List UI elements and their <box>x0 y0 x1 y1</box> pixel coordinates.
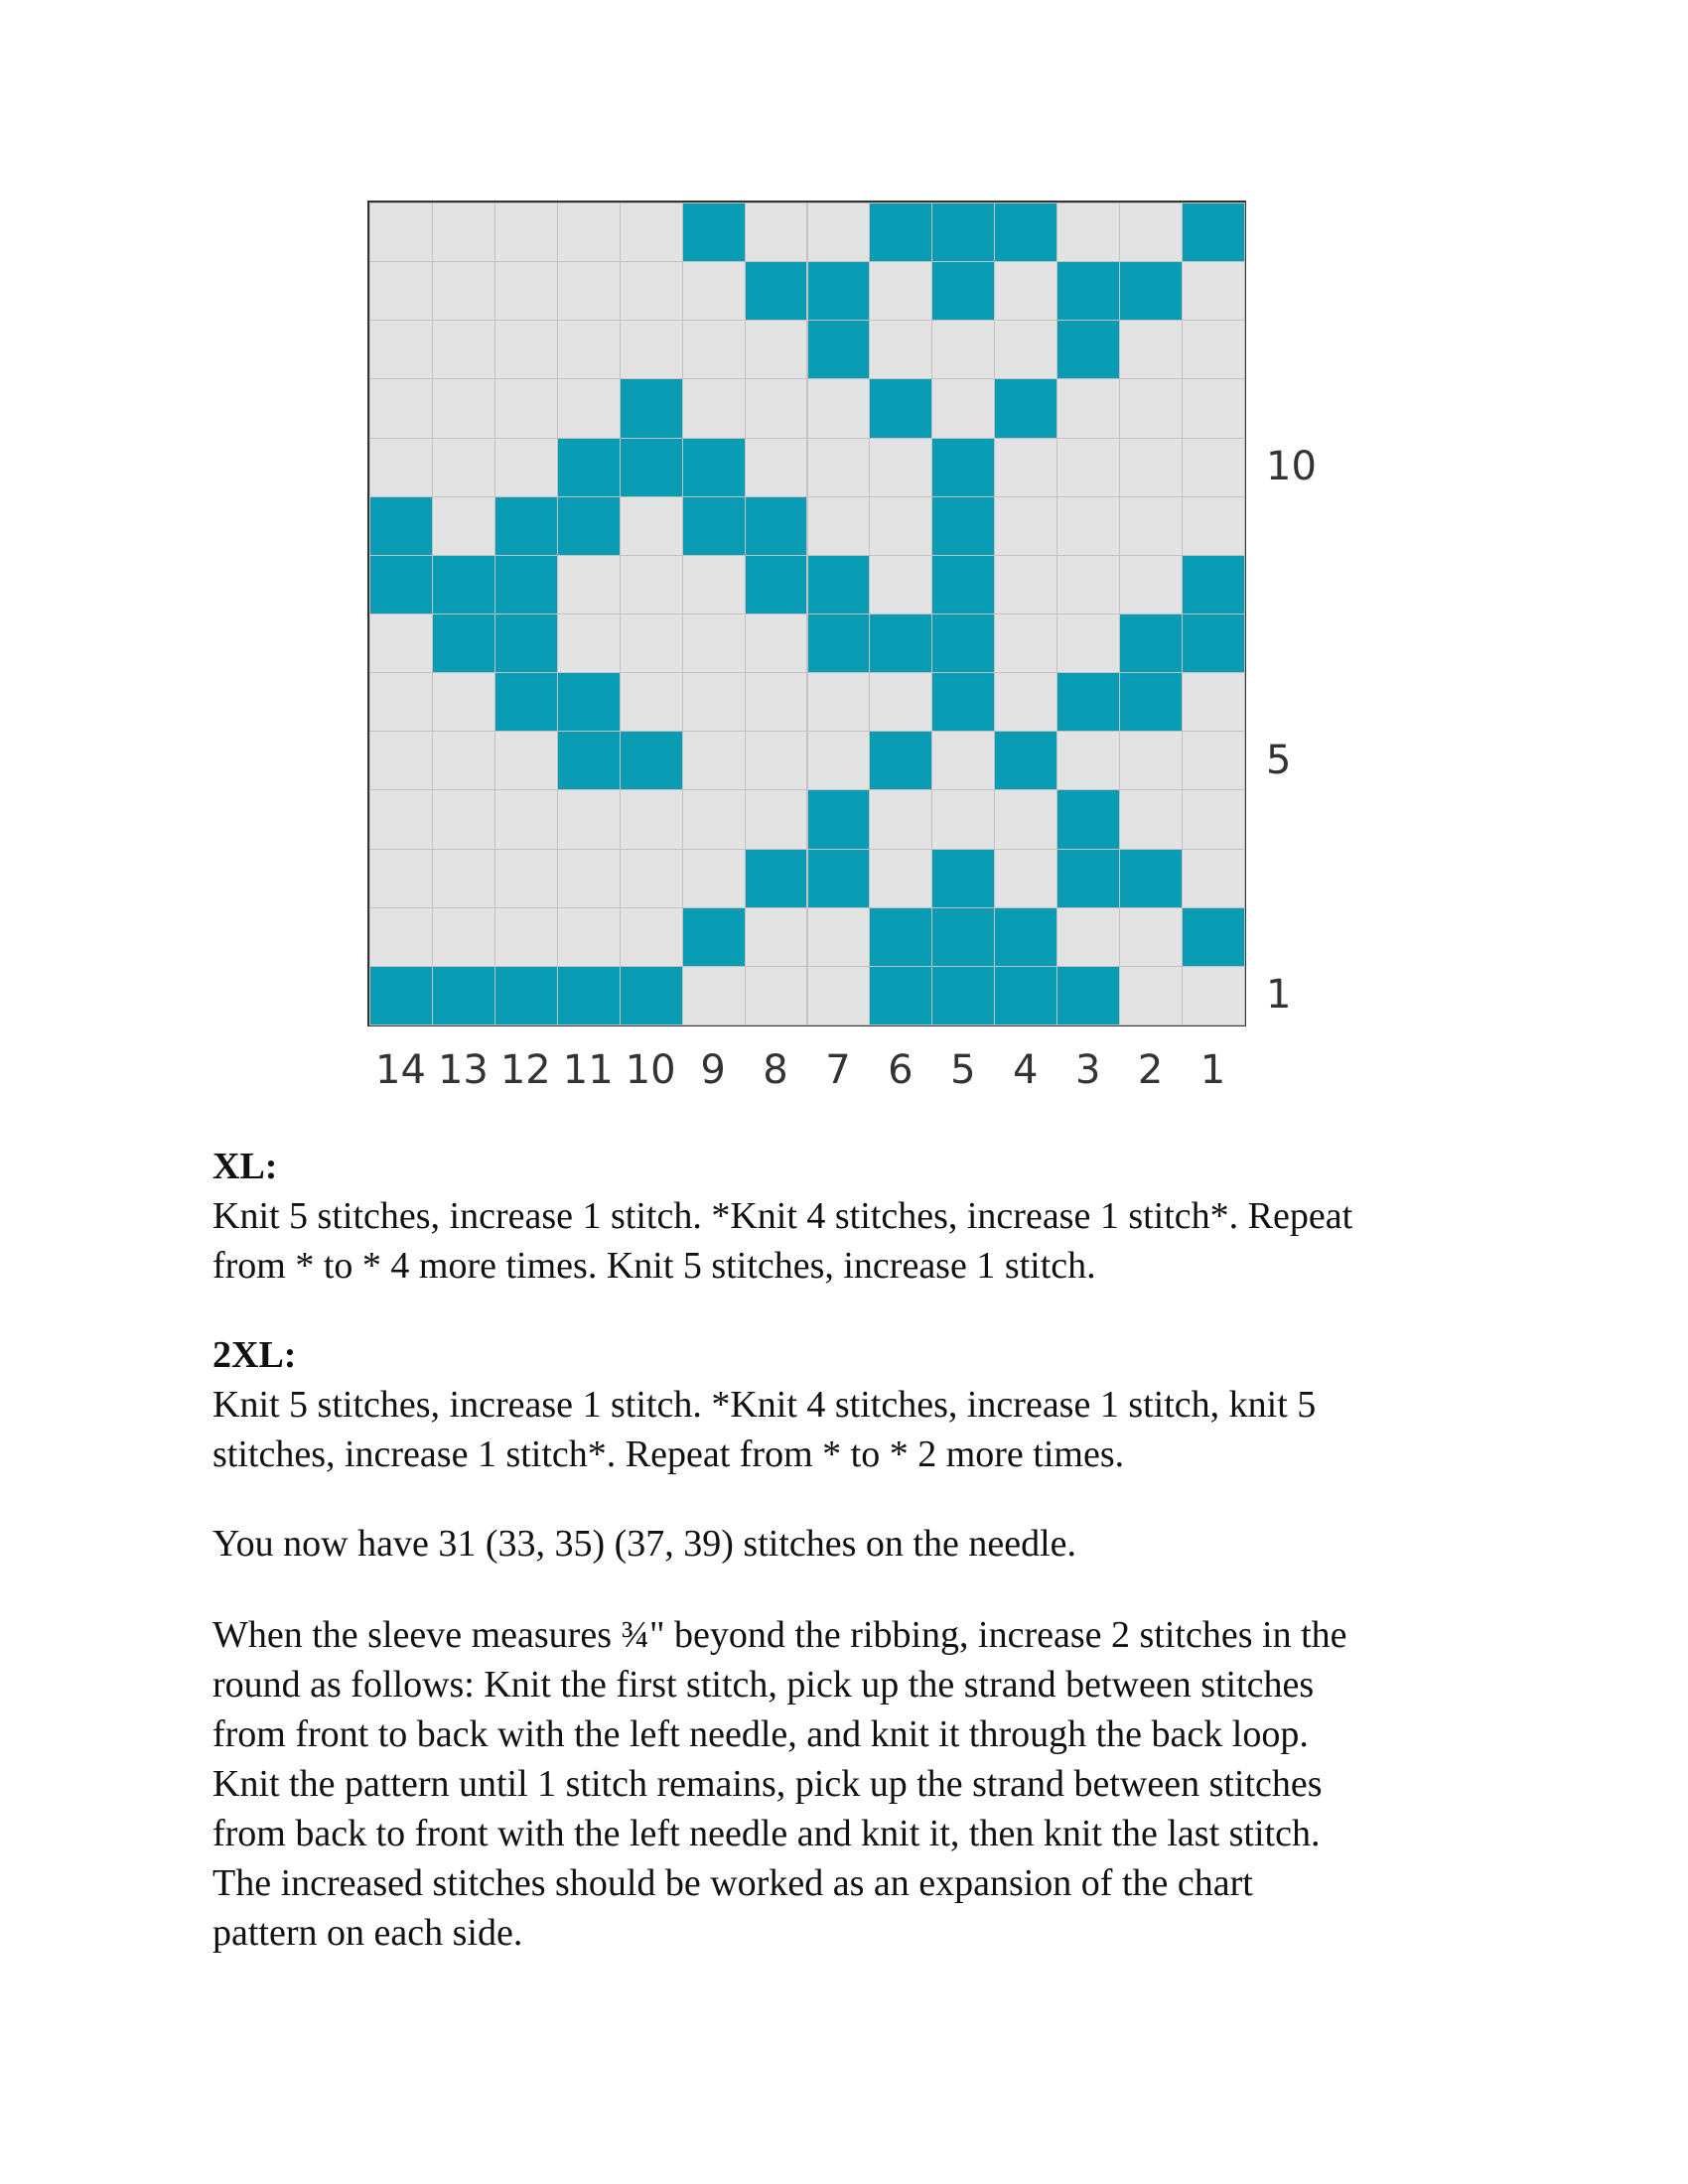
column-label: 5 <box>950 1047 976 1093</box>
chart-cell-filled <box>745 849 808 908</box>
chart-cell-empty <box>931 378 995 438</box>
chart-cell-filled <box>557 966 621 1025</box>
chart-cell-filled <box>1119 261 1183 321</box>
chart-cell-filled <box>369 966 433 1025</box>
chart-cell-empty <box>1056 203 1120 262</box>
chart-cell-empty <box>745 789 808 849</box>
chart-cell-empty <box>494 789 558 849</box>
chart-cell-empty <box>620 614 683 673</box>
chart-cell-filled <box>994 378 1057 438</box>
chart-cell-empty <box>1119 203 1183 262</box>
chart-cell-empty <box>432 672 495 732</box>
chart-cell-empty <box>620 555 683 614</box>
chart-cell-empty <box>994 849 1057 908</box>
chart-cell-filled <box>1056 261 1120 321</box>
row-label: 1 <box>1266 972 1292 1019</box>
chart-cell-empty <box>557 261 621 321</box>
section-line: Knit 5 stitches, increase 1 stitch. *Knit 4 stitches, increase 1 stitch, knit 5 <box>212 1384 1317 1426</box>
chart-cell-empty <box>1119 320 1183 379</box>
chart-cell-empty <box>994 261 1057 321</box>
chart-cell-empty <box>557 555 621 614</box>
column-label: 11 <box>562 1047 614 1093</box>
chart-cell-empty <box>494 849 558 908</box>
section-line: from * to * 4 more times. Knit 5 stitches, increase 1 stitch. <box>212 1245 1096 1287</box>
chart-cell-empty <box>1056 496 1120 556</box>
chart-cell-filled <box>994 203 1057 262</box>
column-label: 14 <box>375 1047 426 1093</box>
chart-cell-empty <box>807 203 871 262</box>
chart-cell-empty <box>369 203 433 262</box>
chart-cell-filled <box>494 496 558 556</box>
chart-cell-empty <box>682 966 746 1025</box>
chart-cell-empty <box>620 203 683 262</box>
chart-cell-filled <box>869 614 932 673</box>
column-label: 12 <box>499 1047 551 1093</box>
chart-cell-filled <box>620 378 683 438</box>
column-label: 8 <box>763 1047 788 1093</box>
chart-cell-filled <box>682 907 746 967</box>
chart-cell-empty <box>557 849 621 908</box>
chart-cell-filled <box>931 907 995 967</box>
column-label: 9 <box>700 1047 726 1093</box>
paragraph-line: Knit the pattern until 1 stitch remains, pick up the strand between stitches <box>212 1763 1323 1805</box>
column-label: 7 <box>825 1047 851 1093</box>
chart-cell-empty <box>557 320 621 379</box>
chart-cell-empty <box>869 496 932 556</box>
chart-cell-empty <box>807 378 871 438</box>
chart-cell-empty <box>494 261 558 321</box>
chart-cell-empty <box>682 789 746 849</box>
chart-cell-empty <box>807 438 871 497</box>
chart-cell-filled <box>1182 907 1245 967</box>
chart-cell-empty <box>994 496 1057 556</box>
chart-cell-empty <box>432 789 495 849</box>
column-label: 1 <box>1199 1047 1226 1093</box>
chart-cell-empty <box>620 907 683 967</box>
paragraph-text: You now have 31 (33, 35) (37, 39) stitches on the needle. <box>212 1523 1076 1565</box>
chart-cell-empty <box>432 496 495 556</box>
section-line: Knit 5 stitches, increase 1 stitch. *Knit 4 stitches, increase 1 stitch*. Repeat <box>212 1195 1353 1237</box>
chart-grid <box>367 201 1246 1026</box>
chart-cell-filled <box>557 496 621 556</box>
chart-cell-empty <box>369 261 433 321</box>
chart-cell-empty <box>745 614 808 673</box>
chart-cell-empty <box>745 320 808 379</box>
chart-cell-empty <box>1056 378 1120 438</box>
chart-cell-filled <box>869 203 932 262</box>
chart-cell-empty <box>994 789 1057 849</box>
chart-cell-empty <box>369 731 433 790</box>
chart-cell-filled <box>869 378 932 438</box>
chart-cell-empty <box>745 966 808 1025</box>
chart-cell-filled <box>1119 614 1183 673</box>
chart-cell-empty <box>745 731 808 790</box>
paragraph-line: The increased stitches should be worked as an expansion of the chart <box>212 1862 1253 1904</box>
chart-cell-filled <box>557 438 621 497</box>
chart-cell-empty <box>1056 614 1120 673</box>
chart-cell-filled <box>494 966 558 1025</box>
row-label: 5 <box>1266 737 1292 783</box>
chart-cell-empty <box>1119 496 1183 556</box>
chart-cell-empty <box>432 378 495 438</box>
chart-cell-empty <box>1119 555 1183 614</box>
chart-cell-filled <box>620 438 683 497</box>
chart-cell-empty <box>682 614 746 673</box>
stitch-count-paragraph <box>212 1519 1493 1569</box>
chart-cell-filled <box>994 966 1057 1025</box>
chart-cell-empty <box>369 849 433 908</box>
chart-cell-empty <box>494 731 558 790</box>
chart-cell-empty <box>494 320 558 379</box>
chart-cell-filled <box>1119 849 1183 908</box>
chart-cell-filled <box>682 438 746 497</box>
chart-cell-filled <box>557 731 621 790</box>
chart-cell-empty <box>1182 438 1245 497</box>
chart-cell-filled <box>1182 614 1245 673</box>
chart-cell-filled <box>1056 672 1120 732</box>
chart-cell-filled <box>1182 555 1245 614</box>
chart-cell-empty <box>557 789 621 849</box>
chart-cell-empty <box>1182 672 1245 732</box>
chart-cell-filled <box>807 555 871 614</box>
chart-cell-filled <box>931 496 995 556</box>
chart-cell-empty <box>682 672 746 732</box>
chart-cell-filled <box>494 555 558 614</box>
chart-cell-empty <box>994 672 1057 732</box>
chart-cell-filled <box>682 203 746 262</box>
chart-cell-empty <box>931 789 995 849</box>
chart-cell-empty <box>1182 496 1245 556</box>
chart-cell-empty <box>1119 966 1183 1025</box>
chart-cell-empty <box>1182 378 1245 438</box>
chart-cell-filled <box>745 261 808 321</box>
chart-cell-empty <box>1182 849 1245 908</box>
chart-cell-filled <box>869 731 932 790</box>
chart-cell-filled <box>807 320 871 379</box>
chart-cell-empty <box>994 614 1057 673</box>
column-label: 2 <box>1137 1047 1164 1093</box>
chart-cell-filled <box>1056 966 1120 1025</box>
chart-cell-empty <box>994 320 1057 379</box>
section-line: stitches, increase 1 stitch*. Repeat from * to * 2 more times. <box>212 1433 1125 1475</box>
chart-cell-empty <box>869 261 932 321</box>
chart-cell-empty <box>620 320 683 379</box>
chart-cell-empty <box>620 672 683 732</box>
chart-cell-filled <box>557 672 621 732</box>
chart-cell-empty <box>1056 438 1120 497</box>
chart-cell-empty <box>869 672 932 732</box>
chart-cell-empty <box>1182 966 1245 1025</box>
chart-cell-empty <box>869 849 932 908</box>
chart-cell-empty <box>1056 555 1120 614</box>
chart-cell-empty <box>557 378 621 438</box>
chart-cell-empty <box>745 907 808 967</box>
chart-cell-empty <box>369 789 433 849</box>
chart-cell-empty <box>807 907 871 967</box>
chart-cell-filled <box>432 555 495 614</box>
chart-cell-empty <box>1119 907 1183 967</box>
chart-cell-filled <box>682 496 746 556</box>
chart-cell-filled <box>994 731 1057 790</box>
chart-cell-empty <box>557 614 621 673</box>
chart-cell-filled <box>807 789 871 849</box>
chart-cell-empty <box>807 496 871 556</box>
chart-cell-empty <box>682 555 746 614</box>
section-heading-xl: XL: <box>212 1146 278 1187</box>
chart-cell-filled <box>432 966 495 1025</box>
chart-cell-filled <box>1182 203 1245 262</box>
chart-cell-empty <box>994 438 1057 497</box>
paragraph-line: round as follows: Knit the first stitch, pick up the strand between stitches <box>212 1664 1315 1706</box>
chart-cell-empty <box>869 320 932 379</box>
chart-cell-empty <box>369 320 433 379</box>
chart-cell-empty <box>620 261 683 321</box>
chart-cell-empty <box>432 320 495 379</box>
paragraph-line: from back to front with the left needle and knit it, then knit the last stitch. <box>212 1813 1321 1854</box>
chart-cell-empty <box>1182 789 1245 849</box>
chart-cell-empty <box>682 320 746 379</box>
column-label: 10 <box>625 1047 676 1093</box>
chart-cell-empty <box>931 731 995 790</box>
chart-cell-empty <box>432 261 495 321</box>
chart-cell-empty <box>494 907 558 967</box>
chart-cell-filled <box>369 555 433 614</box>
chart-cell-empty <box>931 320 995 379</box>
column-label: 3 <box>1074 1047 1101 1093</box>
chart-cell-filled <box>931 203 995 262</box>
chart-cell-filled <box>807 261 871 321</box>
chart-cell-filled <box>494 614 558 673</box>
chart-cell-empty <box>994 555 1057 614</box>
column-label: 4 <box>1013 1047 1039 1093</box>
chart-cell-empty <box>1182 261 1245 321</box>
chart-cell-empty <box>869 555 932 614</box>
knitting-chart <box>367 201 1317 1093</box>
chart-cell-filled <box>432 614 495 673</box>
chart-cell-empty <box>869 438 932 497</box>
section-heading-2xl: 2XL: <box>212 1334 297 1376</box>
chart-cell-empty <box>369 672 433 732</box>
chart-cell-empty <box>1182 320 1245 379</box>
chart-cell-filled <box>745 555 808 614</box>
chart-cell-empty <box>557 907 621 967</box>
column-label: 13 <box>437 1047 489 1093</box>
chart-cell-filled <box>369 496 433 556</box>
chart-cell-filled <box>931 966 995 1025</box>
chart-cell-empty <box>682 378 746 438</box>
chart-cell-empty <box>369 438 433 497</box>
chart-cell-empty <box>1119 731 1183 790</box>
chart-cell-empty <box>494 378 558 438</box>
chart-cell-empty <box>1119 438 1183 497</box>
chart-cell-empty <box>745 438 808 497</box>
chart-cell-filled <box>931 672 995 732</box>
chart-cell-filled <box>931 614 995 673</box>
chart-cell-empty <box>620 789 683 849</box>
chart-cell-filled <box>494 672 558 732</box>
paragraph-line: pattern on each side. <box>212 1912 523 1954</box>
chart-cell-empty <box>432 203 495 262</box>
paragraph-line: from front to back with the left needle, and knit it through the back loop. <box>212 1713 1309 1755</box>
chart-cell-empty <box>432 438 495 497</box>
chart-cell-empty <box>1056 907 1120 967</box>
chart-cell-empty <box>682 261 746 321</box>
chart-cell-empty <box>807 672 871 732</box>
chart-cell-filled <box>1119 672 1183 732</box>
chart-cell-empty <box>1182 731 1245 790</box>
chart-cell-empty <box>1119 789 1183 849</box>
chart-cell-empty <box>682 849 746 908</box>
chart-cell-empty <box>494 438 558 497</box>
chart-cell-filled <box>1056 849 1120 908</box>
row-label: 10 <box>1266 444 1317 490</box>
chart-cell-empty <box>432 849 495 908</box>
chart-cell-filled <box>1056 789 1120 849</box>
chart-cell-empty <box>745 672 808 732</box>
chart-cell-empty <box>494 203 558 262</box>
chart-cell-filled <box>620 966 683 1025</box>
section-2xl <box>212 1330 1493 1479</box>
chart-cell-empty <box>432 907 495 967</box>
chart-cell-empty <box>682 731 746 790</box>
section-xl <box>212 1142 1493 1291</box>
chart-cell-filled <box>931 555 995 614</box>
paragraph-line: When the sleeve measures ¾" beyond the ribbing, increase 2 stitches in the <box>212 1614 1347 1656</box>
chart-cell-empty <box>432 731 495 790</box>
chart-cell-empty <box>369 907 433 967</box>
chart-cell-empty <box>369 378 433 438</box>
increase-instructions <box>212 1610 1493 1958</box>
chart-cell-empty <box>807 966 871 1025</box>
chart-cell-empty <box>1056 731 1120 790</box>
chart-cell-filled <box>931 849 995 908</box>
chart-cell-filled <box>745 496 808 556</box>
chart-cell-empty <box>807 731 871 790</box>
column-label: 6 <box>888 1047 914 1093</box>
chart-cell-filled <box>807 849 871 908</box>
chart-cell-empty <box>557 203 621 262</box>
chart-cell-empty <box>620 496 683 556</box>
chart-cell-filled <box>994 907 1057 967</box>
chart-cell-empty <box>369 614 433 673</box>
chart-cell-filled <box>931 438 995 497</box>
chart-cell-empty <box>620 849 683 908</box>
chart-cell-filled <box>869 966 932 1025</box>
chart-cell-filled <box>931 261 995 321</box>
chart-cell-filled <box>869 907 932 967</box>
chart-cell-empty <box>869 789 932 849</box>
chart-cell-filled <box>807 614 871 673</box>
chart-cell-empty <box>745 203 808 262</box>
chart-cell-empty <box>745 378 808 438</box>
chart-cell-empty <box>1119 378 1183 438</box>
chart-cell-filled <box>620 731 683 790</box>
chart-cell-filled <box>1056 320 1120 379</box>
